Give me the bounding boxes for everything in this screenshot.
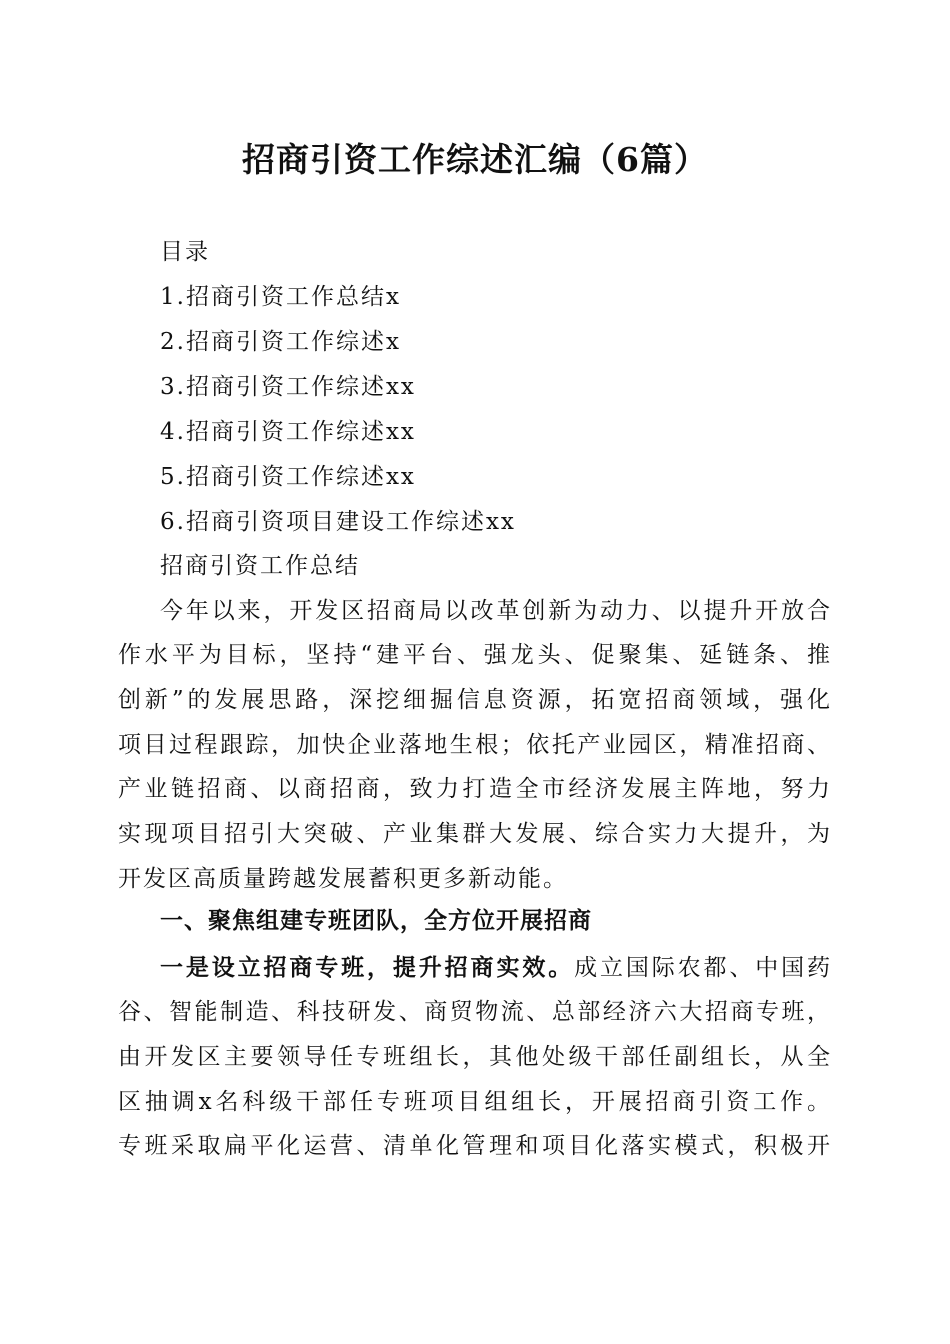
- section-heading: 一、聚焦组建专班团队，全方位开展招商: [160, 908, 592, 934]
- toc-item: 2.招商引资工作综述x: [160, 329, 401, 355]
- toc-item: 4.招商引资工作综述xx: [160, 419, 416, 445]
- section-lead-rest: 成立国际农都、中国药: [574, 955, 833, 981]
- paragraph-line: 专班采取扁平化运营、清单化管理和项目化落实模式，积极开: [118, 1133, 832, 1159]
- paragraph-line: 产业链招商、以商招商，致力打造全市经济发展主阵地，努力: [118, 776, 832, 802]
- paragraph-line: 由开发区主要领导任专班组长，其他处级干部任副组长，从全: [118, 1044, 832, 1070]
- toc-item: 3.招商引资工作综述xx: [160, 374, 416, 400]
- toc-heading: 目录: [160, 239, 210, 265]
- paragraph-line: 创新”的发展思路，深挖细掘信息资源，拓宽招商领域，强化: [118, 687, 832, 713]
- article-title: 招商引资工作总结: [160, 553, 360, 579]
- paragraph-line: 项目过程跟踪，加快企业落地生根；依托产业园区，精准招商、: [118, 732, 832, 758]
- section-lead: 一是设立招商专班，提升招商实效。: [160, 954, 575, 981]
- paragraph-line: [160, 953, 832, 983]
- toc-item: 5.招商引资工作综述xx: [160, 464, 416, 490]
- paragraph-line: 区抽调x名科级干部任专班项目组组长，开展招商引资工作。: [118, 1089, 832, 1115]
- paragraph-line: 谷、智能制造、科技研发、商贸物流、总部经济六大招商专班，: [118, 999, 832, 1025]
- toc-item: 6.招商引资项目建设工作综述xx: [160, 509, 516, 535]
- paragraph-line: 今年以来，开发区招商局以改革创新为动力、以提升开放合: [160, 598, 832, 624]
- paragraph-line: 开发区高质量跨越发展蓄积更多新动能。: [118, 866, 568, 892]
- paragraph-line: 作水平为目标，坚持“建平台、强龙头、促聚集、延链条、推: [118, 642, 832, 668]
- toc-item: 1.招商引资工作总结x: [160, 284, 401, 310]
- paragraph-line: 实现项目招引大突破、产业集群大发展、综合实力大提升，为: [118, 821, 832, 847]
- document-title: 招商引资工作综述汇编（6篇）: [242, 140, 708, 179]
